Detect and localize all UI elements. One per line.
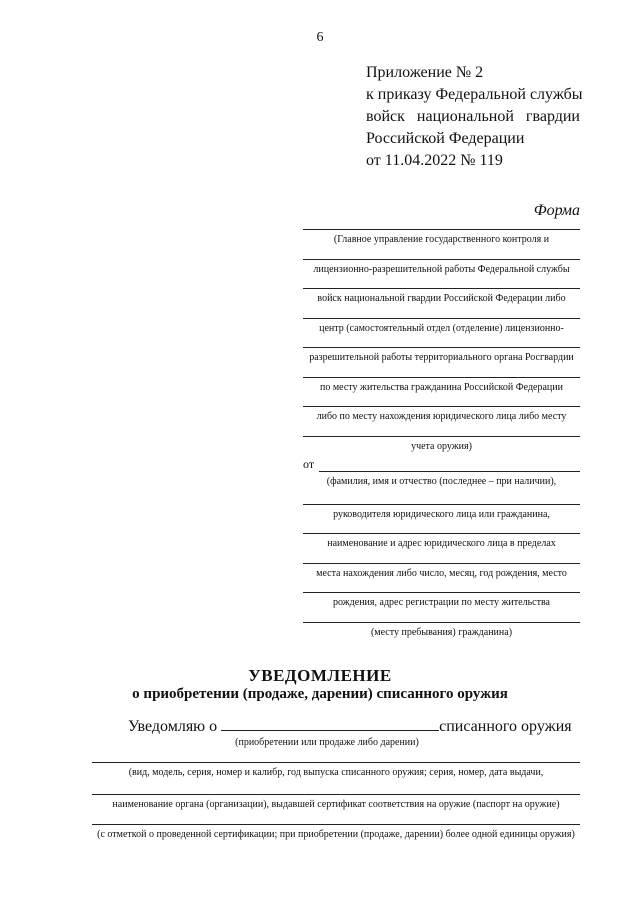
notice-subtitle: о приобретении (продаже, дарении) списанного оружия	[132, 686, 508, 702]
sender-field-hint: руководителя юридического лица или гражданина,	[303, 504, 580, 534]
addressee-field-hint: учета оружия)	[303, 436, 580, 466]
appendix-line: Приложение № 2	[366, 64, 484, 81]
appendix-line: от 11.04.2022 № 119	[366, 152, 503, 169]
addressee-field-hint: лицензионно-разрешительной работы Федеральной службы	[303, 259, 580, 289]
appendix-line: к приказу Федеральной службы	[366, 86, 583, 103]
weapon-details-block	[92, 762, 580, 854]
addressee-block	[303, 229, 580, 465]
addressee-field-hint: центр (самостоятельный отдел (отделение) лицензионно-	[303, 318, 580, 348]
appendix-header	[366, 62, 583, 172]
sender-block	[303, 457, 580, 651]
notify-intro: Уведомляю о	[128, 718, 218, 735]
weapon-field-hint: наименование органа (организации), выдавшей сертификат соответствия на оружие (паспорт на оружие)	[92, 794, 580, 824]
sender-field-hint: места нахождения либо число, месяц, год рождения, место	[303, 563, 580, 593]
sender-field-hint: рождения, адрес регистрации по месту жительства	[303, 592, 580, 622]
form-label: Форма	[533, 202, 580, 219]
sender-field-hint: (месту пребывания) гражданина)	[303, 622, 580, 652]
sender-field-hint: наименование и адрес юридического лица в пределах	[303, 533, 580, 563]
addressee-field-hint: разрешительной работы территориального органа Росгвардии	[303, 347, 580, 377]
notice-title: УВЕДОМЛЕНИЕ	[248, 666, 392, 685]
appendix-line: войск национальной гвардии	[366, 108, 580, 125]
sender-from-word: от	[303, 457, 315, 471]
sender-field-hint: (фамилия, имя и отчество (последнее – при наличии),	[326, 476, 557, 487]
appendix-line: Российской Федерации	[366, 130, 525, 147]
notify-intro-tail: списанного оружия	[439, 718, 572, 735]
notify-row	[128, 716, 572, 736]
addressee-field-hint: (Главное управление государственного контроля и	[303, 229, 580, 259]
addressee-field-hint: по месту жительства гражданина Российской Федерации	[303, 377, 580, 407]
sender-rule	[319, 471, 580, 472]
page-number: 6	[316, 30, 324, 45]
weapon-field-hint: (с отметкой о проведенной сертификации; при приобретении (продаже, дарении) более одной единицы оружия)	[92, 824, 580, 854]
addressee-field-hint: либо по месту нахождения юридического лица либо месту	[303, 406, 580, 436]
weapon-field-hint: (вид, модель, серия, номер и калибр, год выпуска списанного оружия; серия, номер, дата выдачи,	[92, 762, 580, 794]
sender-from-row	[303, 457, 580, 474]
notify-blank-hint: (приобретении или продаже либо дарении)	[235, 737, 419, 748]
addressee-field-hint: войск национальной гвардии Российской Федерации либо	[303, 288, 580, 318]
notify-blank-field	[221, 716, 439, 731]
